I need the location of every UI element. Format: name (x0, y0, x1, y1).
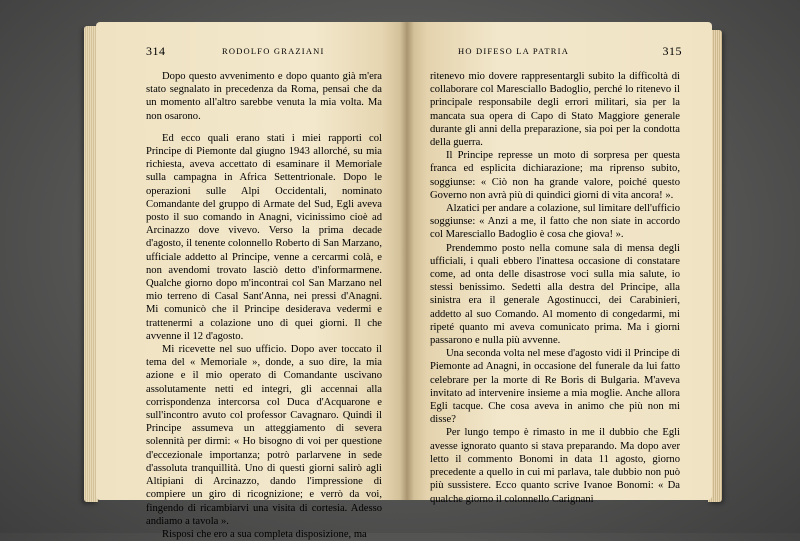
right-page-header (430, 44, 682, 58)
right-page-text (430, 70, 680, 506)
paragraph: Il Principe represse un moto di sorpresa per questa franca ed esplicita dichiarazione; ma riprenso subito, soggiunse: « Ciò non ha grande valore, poiché questo Governo non avrà più di quindici giorni di vita ancora! ». (430, 150, 680, 201)
paragraph: Per lungo tempo è rimasto in me il dubbio che Egli avesse ignorato quanto si stava preparando. Ma dopo aver letto il commento Bonomi in data 11 agosto, giorno precedente a quello in cui mi parlava, tale dubbio non può più sussistere. Ecco quanto scrive Ivanoe Bonomi: « Da qualche giorno il colonnello Carignani (430, 427, 680, 505)
left-page-text (146, 70, 382, 541)
left-running-head: RODOLFO GRAZIANI (222, 46, 325, 56)
right-running-head: HO DIFESO LA PATRIA (458, 46, 570, 56)
left-page-content (96, 22, 406, 540)
paragraph: Alzatici per andare a colazione, sul limitare dell'ufficio soggiunse: « Anzi a me, il fatto che non siate in accordo col Maresciallo Badoglio è cosa che giova! ». (430, 203, 680, 241)
paragraph: Risposi che ero a sua completa disposizione, ma (162, 528, 367, 540)
paragraph: Mi ricevette nel suo ufficio. Dopo aver toccato il tema del « Memoriale », donde, a suo dire, la mia azione e il mio operato di Comandante uscivano assolutamente netti ed integri, gli accennai alla corrispondenza intercorsa col Duca d'Acquarone e sull'incontro avuto col professor Cavagnaro. Quindi il Principe assumeva un atteggiamento di severa solennità per dirmi: « Ho bisogno di voi per questione d'eccezionale importanza; potrò parlarvene in sede d'assoluta tranquillità. Uno di questi giorni salirò agli Altipiani di Arcinazzo, dando l'impressione di compiere un giro di ricognizione; e verrò da voi, fingendo di ricambiarvi una visita di cortesia. Adesso andiamo a tavola ». (146, 344, 382, 527)
paragraph: Ed ecco quali erano stati i miei rapporti col Principe di Piemonte dal giugno 1943 allorché, su mia richiesta, aveva accettato di esaminare il Memoriale sulla campagna in Africa Settentrionale. Dopo le operazioni sulle Alpi Occidentali, nominato Comandante del gruppo di Armate del Sud, Egli aveva posto il suo comando in Anagni, vicinissimo cioè ad Arcinazzo dove vivevo. Verso la prima decade d'agosto, il tenente colonnello Roberto di San Marzano, ufficiale addetto al Principe, venne a cercarmi colà, e non avendomi trovato lasciò detto d'informarmene. Qualche giorno dopo m'incontrai col San Marzano nel mio terreno di Casal Sant'Anna, nei pressi d'Anagni. Mi comunicò che il Principe desiderava vedermi e trattenermi a colazione uno di quei giorni. Il che avvenne il 12 d'agosto. (146, 132, 382, 342)
right-page-content (406, 22, 712, 505)
left-page-header (146, 44, 382, 58)
paragraph: Dopo questo avvenimento e dopo quanto già m'era stato segnalato in precedenza da Roma, pensai che da un momento all'altro sarebbe venuta la mia volta. Ma non osarono. (146, 71, 382, 122)
right-page-number: 315 (662, 44, 682, 58)
left-page-number: 314 (146, 44, 166, 58)
paragraph: Una seconda volta nel mese d'agosto vidi il Principe di Piemonte ad Anagni, in occasione del funerale da lui fatto celebrare per la morte di Re Boris di Bulgaria. M'aveva invitato ad intervenire insieme a mia moglie. Anche allora Egli tacque. Che cosa aveva in animo che più non mi disse? (430, 348, 680, 426)
paragraph: Prendemmo posto nella comune sala di mensa degli ufficiali, i quali ebbero l'inattesa occasione di constatare come, ad onta delle disastrose voci sulla mia salute, io stessi benissimo. Sedetti alla destra del Principe, alla sinistra era il generale Agostinucci, dei Carabinieri, addetto al suo Comando. Al momento di congedarmi, mi ripeté quanto mi aveva comunicato prima. Ma i giorni passarono e nulla più avvenne. (430, 242, 680, 347)
paragraph: ritenevo mio dovere rappresentargli subito la difficoltà di collaborare col Maresciallo Badoglio, perché lo ritenevo il principale responsabile degli errori militari, sia per la mancata sua opera di Capo di Stato Maggiore generale durante gli anni della preparazione, sia poi per la condotta della guerra. (430, 71, 680, 149)
